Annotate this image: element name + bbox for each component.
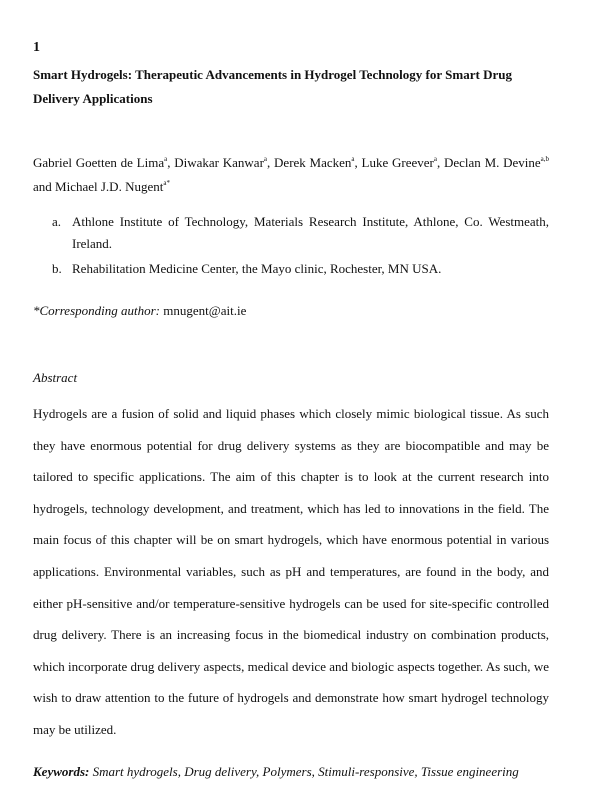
author-name: Gabriel Goetten de Lima [33, 155, 165, 170]
author-affiliation-mark: a,b [540, 154, 550, 163]
affiliation-list [52, 211, 549, 280]
affiliation-item [52, 258, 549, 280]
keywords-label: Keywords: [33, 764, 90, 779]
author-affiliation-mark: a [351, 154, 355, 163]
paper-title: Smart Hydrogels: Therapeutic Advancements in Hydrogel Technology for Smart Drug Delivery Applications [33, 67, 512, 106]
author-separator: , [354, 155, 362, 170]
author-name: Diwakar Kanwar [174, 155, 264, 170]
keywords-list: Smart hydrogels, Drug delivery, Polymers, Stimuli-responsive, Tissue engineering [92, 764, 519, 779]
author-separator: and [33, 179, 56, 194]
author-separator: , [267, 155, 275, 170]
author-name: Derek Macken [274, 155, 352, 170]
affiliation-marker: a. [52, 214, 62, 229]
affiliation-marker: b. [52, 261, 62, 276]
author-separator: , [167, 155, 175, 170]
author-list [33, 151, 549, 199]
author-affiliation-mark: a [164, 154, 168, 163]
author-name: Michael J.D. Nugent [55, 179, 164, 194]
affiliation-text: Athlone Institute of Technology, Materials Research Institute, Athlone, Co. Westmeath, Ireland. [72, 214, 549, 251]
author-name: Declan M. Devine [444, 155, 541, 170]
keywords [33, 764, 519, 780]
chapter-number: 1 [33, 40, 40, 55]
corresponding-author-email: mnugent@ait.ie [163, 303, 247, 318]
author-name: Luke Greever [361, 155, 434, 170]
affiliation-item [52, 211, 549, 255]
abstract-heading: Abstract [33, 370, 78, 385]
author-separator: , [436, 155, 444, 170]
abstract-body: Hydrogels are a fusion of solid and liquid phases which closely mimic biological tissue. As such they have enormous potential for drug delivery systems as they are biocompatible and may be tailored to specific applications. The aim of this chapter is to look at the current research into hydrogels, technology development, and treatment, which has led to innovations in the field. The main focus of this chapter will be on smart hydrogels, which have enormous potential in various applications. Environmental variables, such as pH and temperatures, are found in the body, and either pH-sensitive and/or temperature-sensitive hydrogels can be used for site-specific controlled drug delivery. There is an increasing focus in the biomedical industry on combination products, which incorporate drug delivery aspects, medical device and biologic aspects together. As such, we wish to draw attention to the future of hydrogels and demonstrate how smart hydrogel technology may be utilized. [33, 406, 549, 737]
author-affiliation-mark: a* [163, 178, 170, 187]
author-affiliation-mark: a [433, 154, 437, 163]
affiliation-text: Rehabilitation Medicine Center, the Mayo clinic, Rochester, MN USA. [72, 261, 442, 276]
corresponding-author-label: *Corresponding author: [33, 303, 160, 318]
author-affiliation-mark: a [263, 154, 268, 163]
corresponding-author [33, 303, 246, 319]
